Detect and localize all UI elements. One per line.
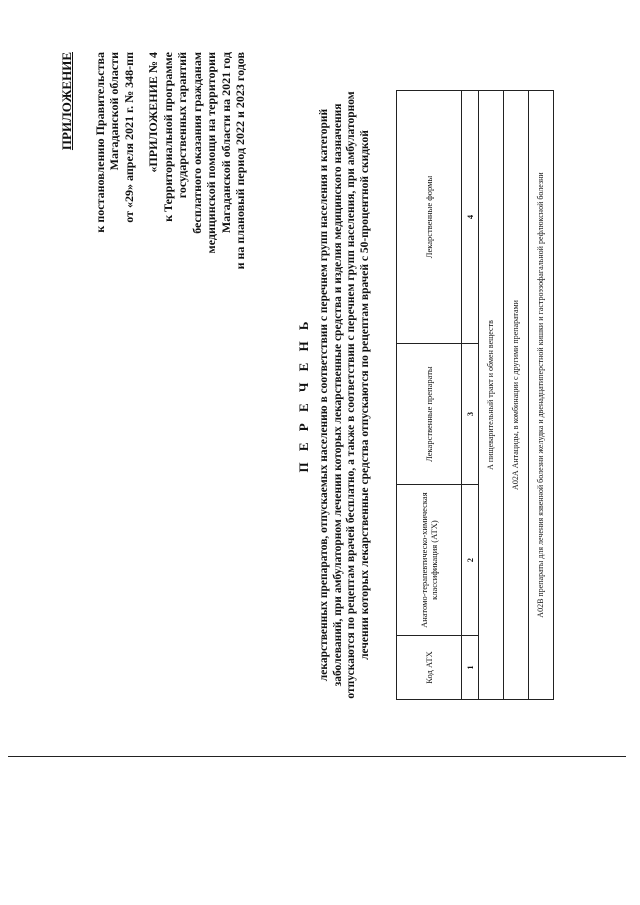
column-number: 1: [462, 635, 479, 699]
document-title: П Е Р Е Ч Е Н Ь: [296, 317, 311, 473]
document-description: [318, 80, 372, 710]
header-line: от «29» апреля 2021 г. № 348-пп: [121, 52, 136, 223]
section-row-text: А02А Антациды, в комбинации с другими препаратами: [504, 91, 529, 700]
table-row: [504, 91, 529, 700]
document-header: [60, 52, 248, 352]
appendix-heading: ПРИЛОЖЕНИЕ: [59, 52, 74, 151]
rotated-document-page: [60, 50, 590, 740]
column-number: 3: [462, 344, 479, 485]
header-line: Магаданской области: [107, 52, 121, 171]
header-line: медицинской помощи на территории: [204, 52, 218, 254]
drug-list-table: [396, 90, 554, 700]
column-header-atc-code: Код АТХ: [397, 635, 462, 699]
column-number: 2: [462, 485, 479, 636]
header-line: государственных гарантий: [175, 52, 189, 199]
header-line: к постановлению Правительства: [92, 52, 107, 233]
appendix-4-heading: «ПРИЛОЖЕНИЕ № 4: [146, 52, 160, 173]
column-number: 4: [462, 91, 479, 344]
header-line: и на плановый период 2022 и 2023 годов: [233, 52, 247, 270]
header-line: бесплатного оказания гражданам: [189, 52, 204, 234]
column-header-drugs: Лекарственные препараты: [397, 344, 462, 485]
section-row-text: А02В препараты для лечения язвенной болезни желудка и двенадцатиперстной кишки и гастроэзофагальной рефлюксной болезни: [529, 91, 554, 700]
table-row: [529, 91, 554, 700]
page-separator-line: [8, 756, 626, 757]
description-line: лечении которых лекарственные средства отпускаются по рецептам врачей с 50-процентной скидкой: [358, 130, 371, 660]
section-row-text: А пищеварительный тракт и обмен веществ: [479, 91, 504, 700]
table-number-row: [462, 91, 479, 700]
header-line: Магаданской области на 2021 год: [218, 52, 233, 234]
description-line: отпускаются по рецептам врачей бесплатно, а также в соответствии с перечнем групп населения, при амбулаторном: [345, 91, 357, 699]
table-row: [479, 91, 504, 700]
header-line: к Территориальной программе: [160, 52, 175, 222]
description-line: лекарственных препаратов, отпускаемых населению в соответствии с перечнем групп населения и категорий: [318, 108, 330, 682]
column-header-atc-classification: Анатомо-терапевтическо-химическая классификация (АТХ): [397, 485, 462, 636]
description-line: заболеваний, при амбулаторном лечении которых лекарственные средства и изделия медицинского назначения: [331, 103, 344, 687]
column-header-dosage-forms: Лекарственные формы: [397, 91, 462, 344]
table-header-row: [397, 91, 462, 700]
